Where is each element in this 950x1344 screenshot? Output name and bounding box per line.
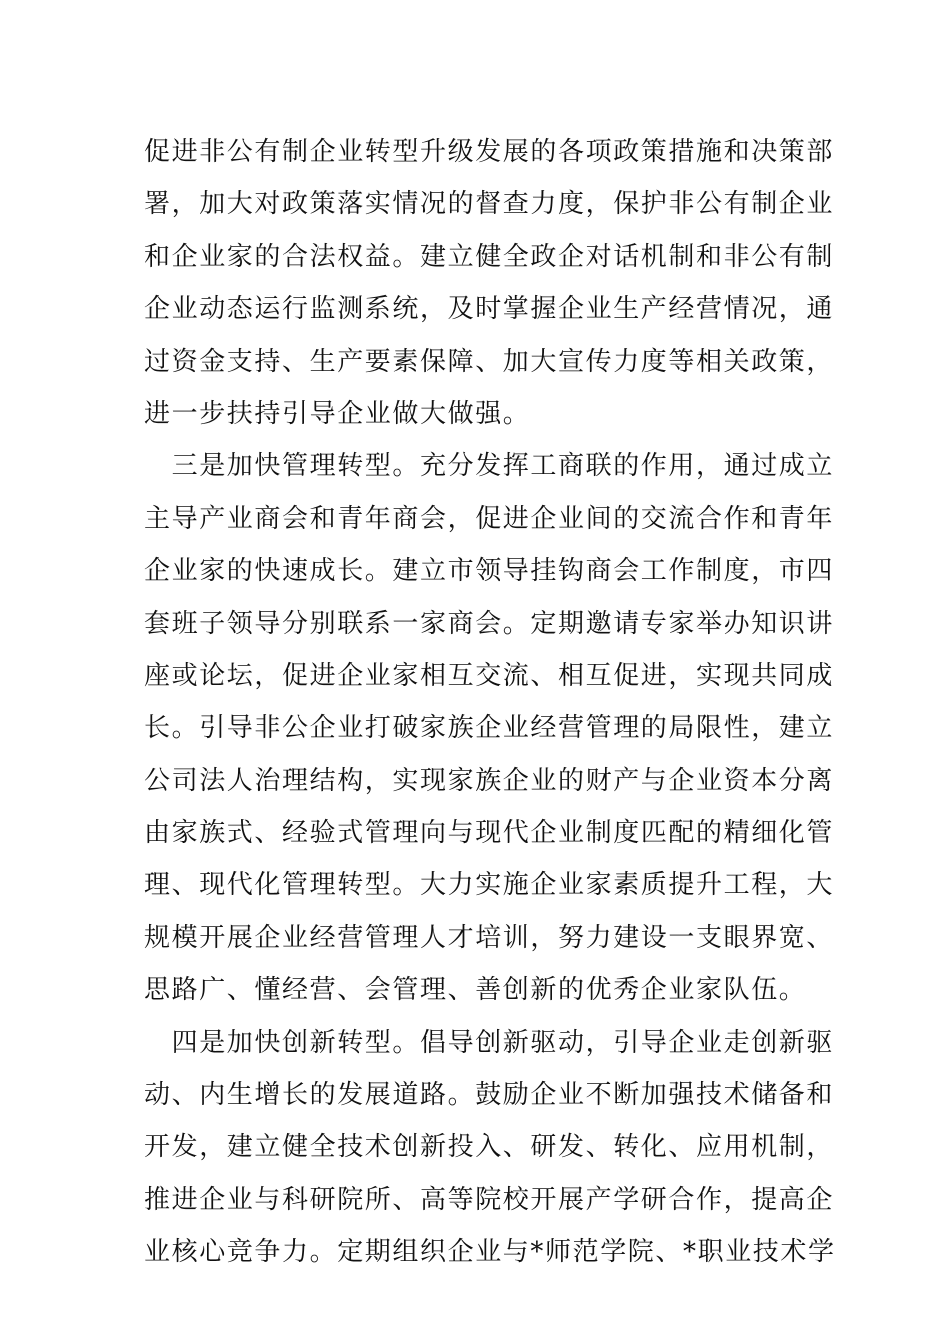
- text-line: 进一步扶持引导企业做大做强。: [144, 398, 531, 429]
- text-line: 署，加大对政策落实情况的督查力度，保护非公有制企业: [144, 189, 835, 220]
- text-line: 由家族式、经验式管理向与现代企业制度匹配的精细化管: [144, 818, 835, 849]
- text-line: 开发，建立健全技术创新投入、研发、转化、应用机制，: [144, 1132, 835, 1163]
- body-text: [144, 126, 836, 1279]
- text-line: 理、现代化管理转型。大力实施企业家素质提升工程，大: [144, 870, 835, 901]
- text-line: 企业家的快速成长。建立市领导挂钩商会工作制度，市四: [144, 556, 835, 587]
- text-line: 主导产业商会和青年商会，促进企业间的交流合作和青年: [144, 503, 835, 534]
- text-line: 套班子领导分别联系一家商会。定期邀请专家举办知识讲: [144, 608, 835, 639]
- text-line: 思路广、懂经营、会管理、善创新的优秀企业家队伍。: [144, 975, 807, 1006]
- text-line: 促进非公有制企业转型升级发展的各项政策措施和决策部: [144, 137, 835, 167]
- text-line: 推进企业与科研院所、高等院校开展产学研合作，提高企: [144, 1184, 835, 1215]
- text-line: 座或论坛，促进企业家相互交流、相互促进，实现共同成: [144, 660, 835, 691]
- paragraph-start-line: 四是加快创新转型。倡导创新驱动，引导企业走创新驱: [144, 1027, 835, 1058]
- text-line: 长。引导非公企业打破家族企业经营管理的局限性，建立: [144, 713, 835, 744]
- paragraph-start-line: 三是加快管理转型。充分发挥工商联的作用，通过成立: [144, 451, 835, 482]
- text-line: 规模开展企业经营管理人才培训，努力建设一支眼界宽、: [144, 922, 835, 953]
- text-line: 业核心竞争力。定期组织企业与*师范学院、*职业技术学: [144, 1237, 836, 1268]
- text-line: 公司法人治理结构，实现家族企业的财产与企业资本分离: [144, 765, 835, 796]
- text-line: 和企业家的合法权益。建立健全政企对话机制和非公有制: [144, 241, 835, 272]
- text-line: 企业动态运行监测系统，及时掌握企业生产经营情况，通: [144, 294, 835, 325]
- text-line: 过资金支持、生产要素保障、加大宣传力度等相关政策，: [144, 346, 835, 377]
- text-line: 动、内生增长的发展道路。鼓励企业不断加强技术储备和: [144, 1080, 835, 1111]
